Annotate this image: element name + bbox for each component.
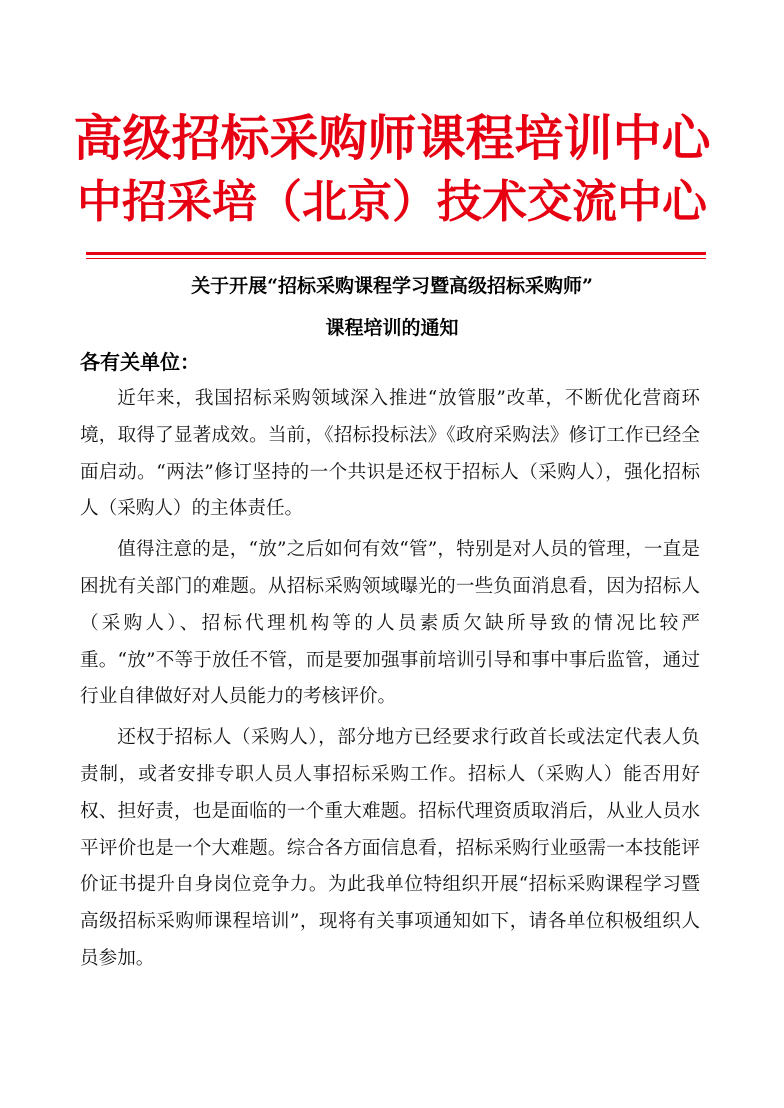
notice-title-line-2: 课程培训的通知 (325, 317, 459, 339)
letterhead-divider-thick (86, 252, 706, 255)
body-paragraph-3: 还权于招标人（采购人），部分地方已经要求行政首长或法定代表人负责制，或者安排专职人员人事招标采购工作。招标人（采购人）能否用好权、担好责，也是面临的一个重大难题。招标代理资质取消后，从业人员水平评价也是一个大难题。综合各方面信息看，招标采购行业亟需一本技能评价证书提升自身岗位竞争力。为此我单位特组织开展“招标采购课程学习暨高级招标采购师课程培训”，现将有关事项通知如下，请各单位积极组织人员参加。 (80, 727, 700, 969)
letterhead-line-1: 高级招标采购师课程培训中心 (73, 109, 711, 167)
salutation: 各有关单位： (80, 350, 200, 374)
body-paragraph-1: 近年来，我国招标采购领域深入推进“放管服”改革，不断优化营商环境，取得了显著成效。当前，《招标投标法》《政府采购法》修订工作已经全面启动。“两法”修订坚持的一个共识是还权于招标人（采购人），强化招标人（采购人）的主体责任。 (80, 388, 700, 520)
letterhead-line-2: 中招采培（北京）技术交流中心 (76, 175, 707, 228)
letterhead-divider-thin (86, 258, 706, 259)
body-paragraph-2: 值得注意的是，“放”之后如何有效“管”，特别是对人员的管理，一直是困扰有关部门的难题。从招标采购领域曝光的一些负面消息看，因为招标人（采购人）、招标代理机构等的人员素质欠缺所导致的情况比较严重。“放”不等于放任不管，而是要加强事前培训引导和事中事后监管，通过行业自律做好对人员能力的考核评价。 (80, 539, 700, 708)
notice-body (80, 381, 700, 982)
notice-title-line-1: 关于开展“招标采购课程学习暨高级招标采购师” (191, 275, 593, 297)
